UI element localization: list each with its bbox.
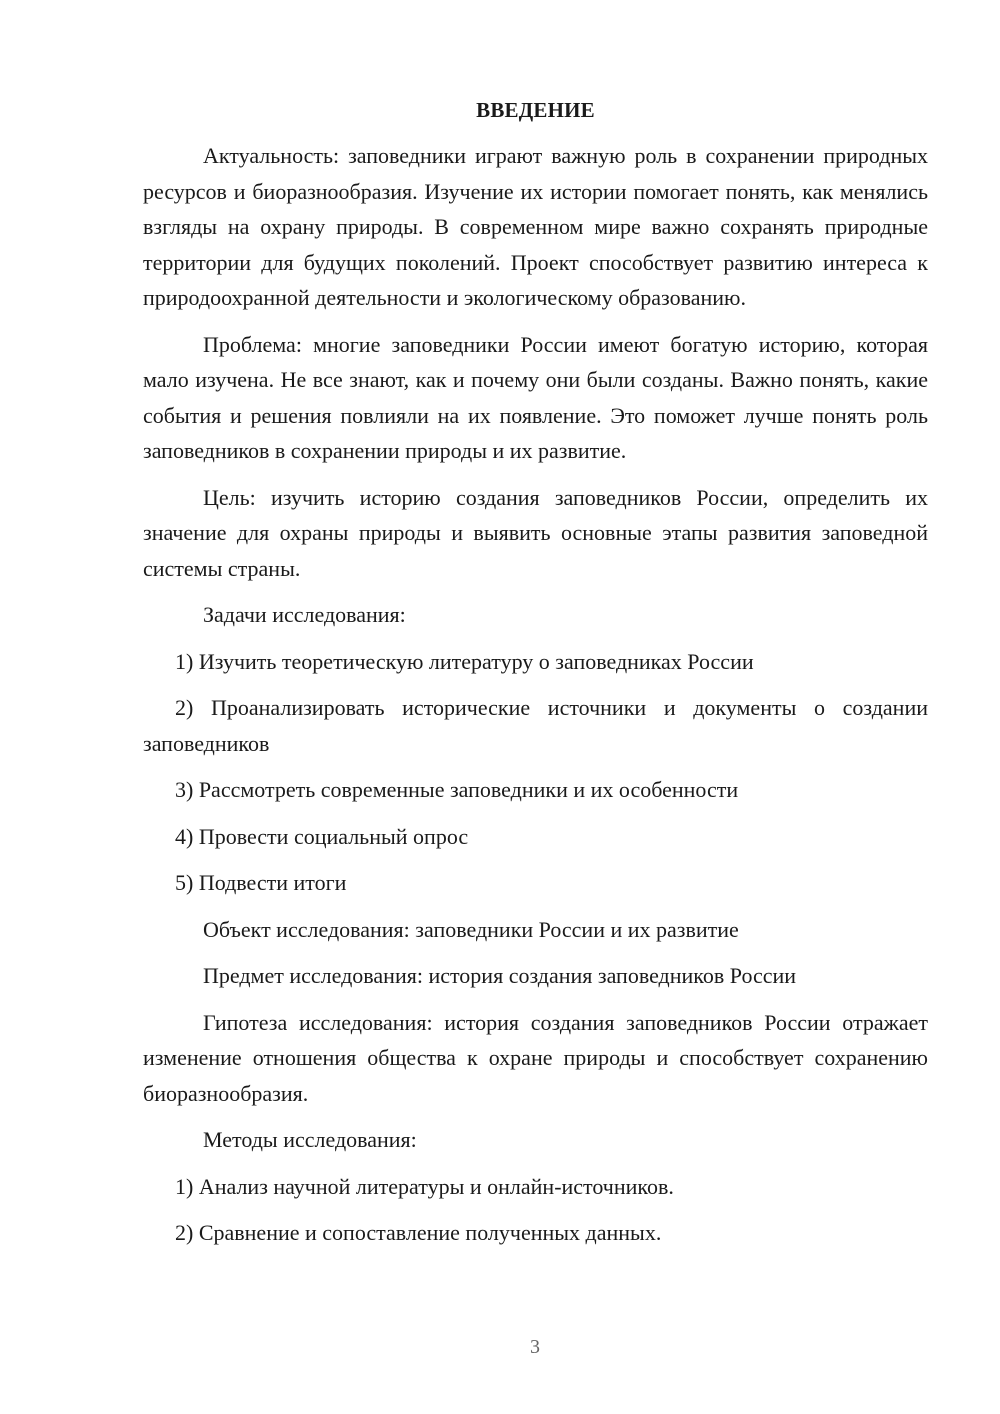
paragraph-goal: Цель: изучить историю создания заповедников России, определить их значение для охраны природы и выявить основные этапы развития заповедной системы страны.	[143, 484, 928, 581]
methods-heading: Методы исследования:	[203, 1127, 417, 1152]
paragraph-object: Объект исследования: заповедники России и их развитие	[203, 916, 739, 942]
section-title: ВВЕДЕНИЕ	[476, 98, 595, 122]
paragraph-relevance: Актуальность: заповедники играют важную роль в сохранении природных ресурсов и биоразнообразия. Изучение их истории помогает понять, как менялись взгляды на охрану природы. В современном мире важно сохранять природные территории для будущих поколений. Проект способствует развитию интереса к природоохранной деятельности и экологическому образованию.	[143, 143, 928, 310]
page-number: 3	[530, 1336, 540, 1358]
method-item-1: 1) Анализ научной литературы и онлайн-источников.	[175, 1173, 674, 1199]
paragraph-hypothesis: Гипотеза исследования: история создания заповедников России отражает изменение отношения общества к охране природы и способствует сохранению биоразнообразия.	[143, 1009, 928, 1106]
tasks-heading: Задачи исследования:	[203, 602, 406, 627]
task-item-5: 5) Подвести итоги	[175, 870, 347, 895]
task-item-1: 1) Изучить теоретическую литературу о заповедниках России	[175, 648, 754, 674]
task-item-2: 2) Проанализировать исторические источники и документы о создании заповедников	[143, 695, 928, 756]
paragraph-problem: Проблема: многие заповедники России имеют богатую историю, которая мало изучена. Не все знают, как и почему они были созданы. Важно понять, какие события и решения повлияли на их появление. Это поможет лучше понять роль заповедников в сохранении природы и их развитие.	[143, 331, 928, 463]
task-item-3: 3) Рассмотреть современные заповедники и их особенности	[175, 777, 739, 802]
method-item-2: 2) Сравнение и сопоставление полученных данных.	[175, 1220, 662, 1245]
page-content	[143, 92, 928, 1262]
task-item-4: 4) Провести социальный опрос	[175, 823, 469, 849]
paragraph-subject: Предмет исследования: история создания заповедников России	[203, 963, 797, 988]
